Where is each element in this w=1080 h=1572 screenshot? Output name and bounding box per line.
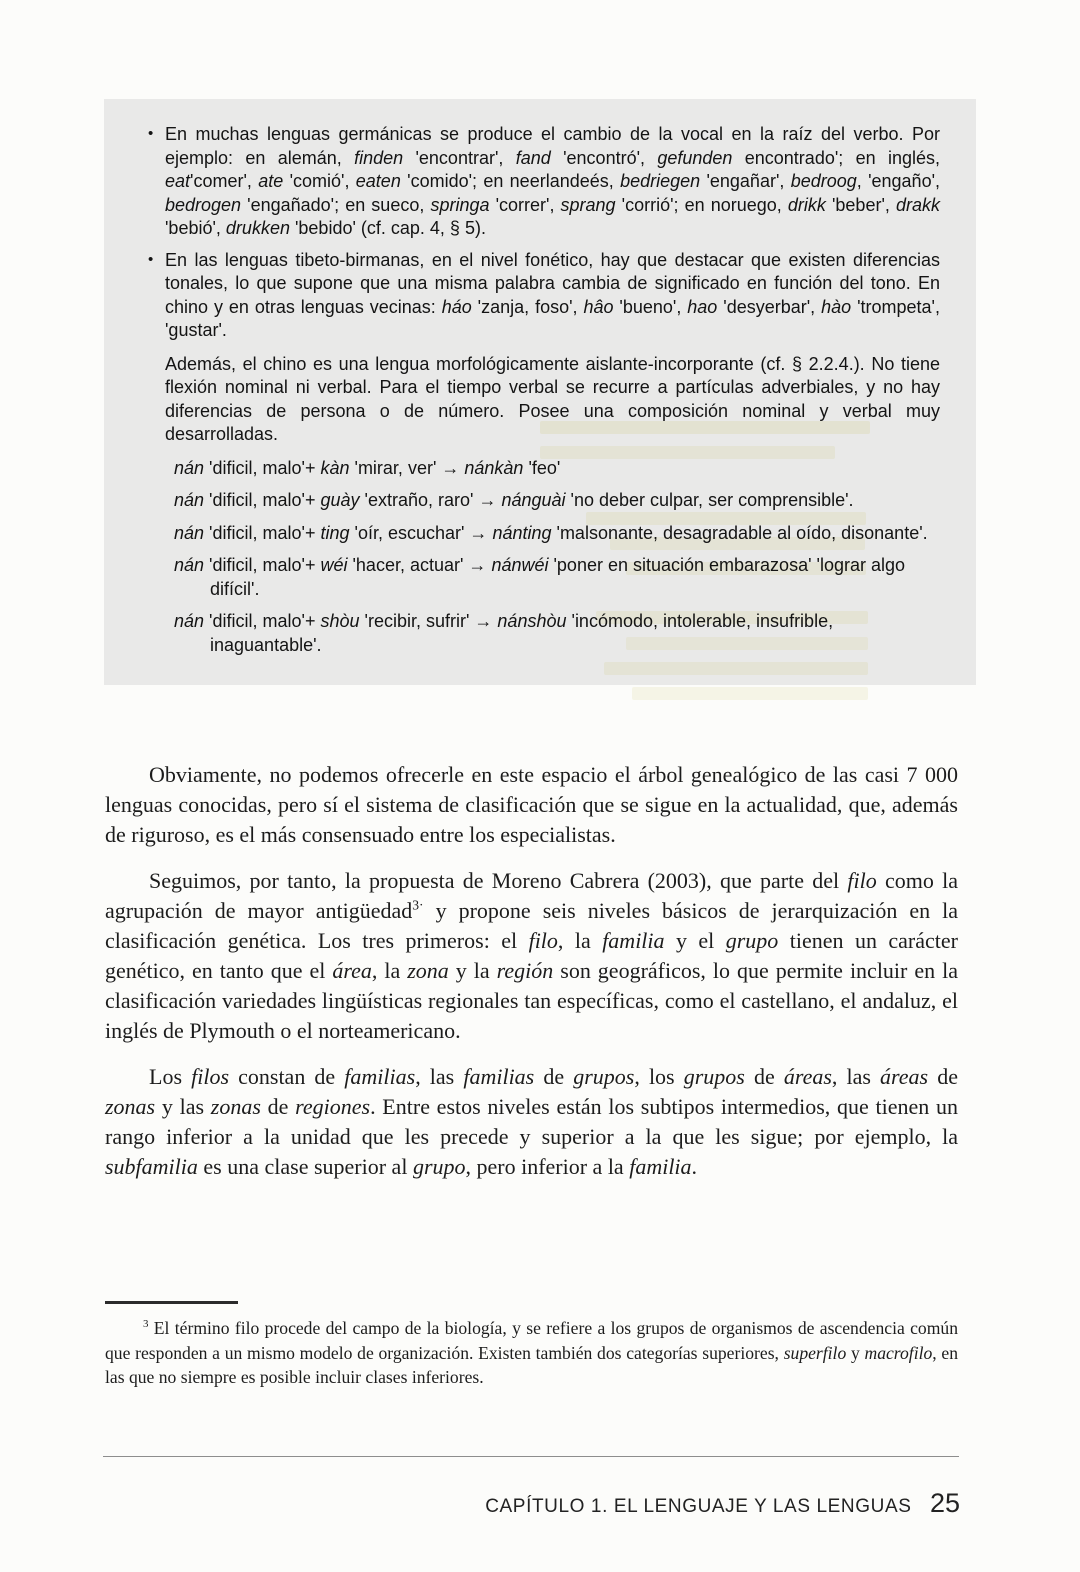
box-bullet-tibeto-birman	[146, 249, 940, 343]
page-number: 25	[929, 1488, 960, 1518]
body-paragraph-1: Obviamente, no podemos ofrecerle en este espacio el árbol genealógico de las casi 7 000 lenguas conocidas, pero sí el sistema de clasificación que se sigue en la actualidad, que, además de riguroso, es el más consensuado entre los especialistas.	[105, 762, 958, 847]
box-bullet-germanic	[146, 123, 940, 241]
footnote-divider	[105, 1301, 238, 1304]
bullet-marker: •	[148, 250, 154, 268]
body-paragraph-3: Los filos constan de familias, las familias de grupos, los grupos de áreas, las áreas de zonas y las zonas de regiones. Entre estos niveles están los subtipos intermedios, que tienen un rango inferior a la unidad que les precede y superior a la que les sigue; por ejemplo, la subfamilia es una clase superior al grupo, pero inferior a la familia.	[105, 1064, 958, 1179]
page-bleed-artifact	[604, 662, 868, 675]
footer-divider	[103, 1456, 959, 1457]
chapter-running-title: CAPÍTULO 1. EL LENGUAJE Y LAS LENGUAS	[485, 1496, 912, 1517]
example-line-3: nán 'dificil, malo'+ ting 'oír, escuchar' → nánting 'malsonante, desagradable al oído, disonante'.	[174, 522, 928, 543]
box-paragraph-chinese: Además, el chino es una lengua morfológicamente aislante-incorporante (cf. § 2.2.4.). No tiene flexión nominal ni verbal. Para el tiempo verbal se recurre a partículas adverbiales, y no hay diferencias de persona o de número. Posee una composición nominal y verbal muy desarrolladas.	[165, 353, 940, 444]
example-line-1: nán 'dificil, malo'+ kàn 'mirar, ver' → nánkàn 'feo'	[174, 457, 561, 478]
example-line-4: nán 'dificil, malo'+ wéi 'hacer, actuar' → nánwéi 'poner en situación embarazosa' 'lograr algo difícil'.	[174, 555, 906, 599]
body-text	[105, 760, 958, 1198]
page-bleed-artifact	[632, 687, 868, 700]
footnote-text: $^3$ El término filo procede del campo de la biología, y se refiere a los grupos de organismos de ascendencia común que responden a un mismo modelo de organización. Existen también dos categorías superiores, superfilo y macrofilo, en las que no siempre es posible incluir clases inferiores.	[105, 1318, 958, 1387]
box-bullet-text: En las lenguas tibeto-birmanas, en el nivel fonético, hay que destacar que existen diferencias tonales, lo que supone que una misma palabra cambia de significado en función del tono. En chino y en otras lenguas vecinas: háo 'zanja, foso', hâo 'bueno', hao 'desyerbar', hào 'trompeta', 'gustar'.	[165, 249, 940, 340]
page-footer	[105, 1488, 960, 1519]
example-line-2: nán 'dificil, malo'+ guày 'extraño, raro' → nánguài 'no deber culpar, ser comprensible'.	[174, 490, 854, 510]
example-line-5: nán 'dificil, malo'+ shòu 'recibir, sufrir' → nánshòu 'incómodo, intolerable, insufrible, inaguantable'.	[174, 611, 834, 655]
highlight-box	[104, 99, 976, 685]
bullet-marker: •	[148, 125, 154, 142]
body-paragraph-2: Seguimos, por tanto, la propuesta de Moreno Cabrera (2003), que parte del filo como la agrupación de mayor antigüedad$^{3\cdot}$ y propone seis niveles básicos de jerarquización en la clasificación genética. Los tres primeros: el filo, la familia y el grupo tienen un carácter genético, en tanto que el área, la zona y la región son geográficos, lo que permite incluir en la clasificación variedades lingüísticas regionales tan específicas, como el castellano, el andaluz, el inglés de Plymouth o el norteamericano.	[105, 868, 959, 1043]
box-bullet-text: En muchas lenguas germánicas se produce el cambio de la vocal en la raíz del verbo. Por ejemplo: en alemán, finden 'encontrar', fand 'encontró', gefunden encontrado'; en inglés, eat'comer', ate 'comió', eaten 'comido'; en neerlandeés, bedriegen 'engañar', bedroog, 'engaño', bedrogen 'engañado'; en sueco, springa 'correr', sprang 'corrió'; en noruego, drikk 'beber', drakk 'bebió', drukken 'bebido' (cf. cap. 4, § 5).	[165, 124, 941, 238]
